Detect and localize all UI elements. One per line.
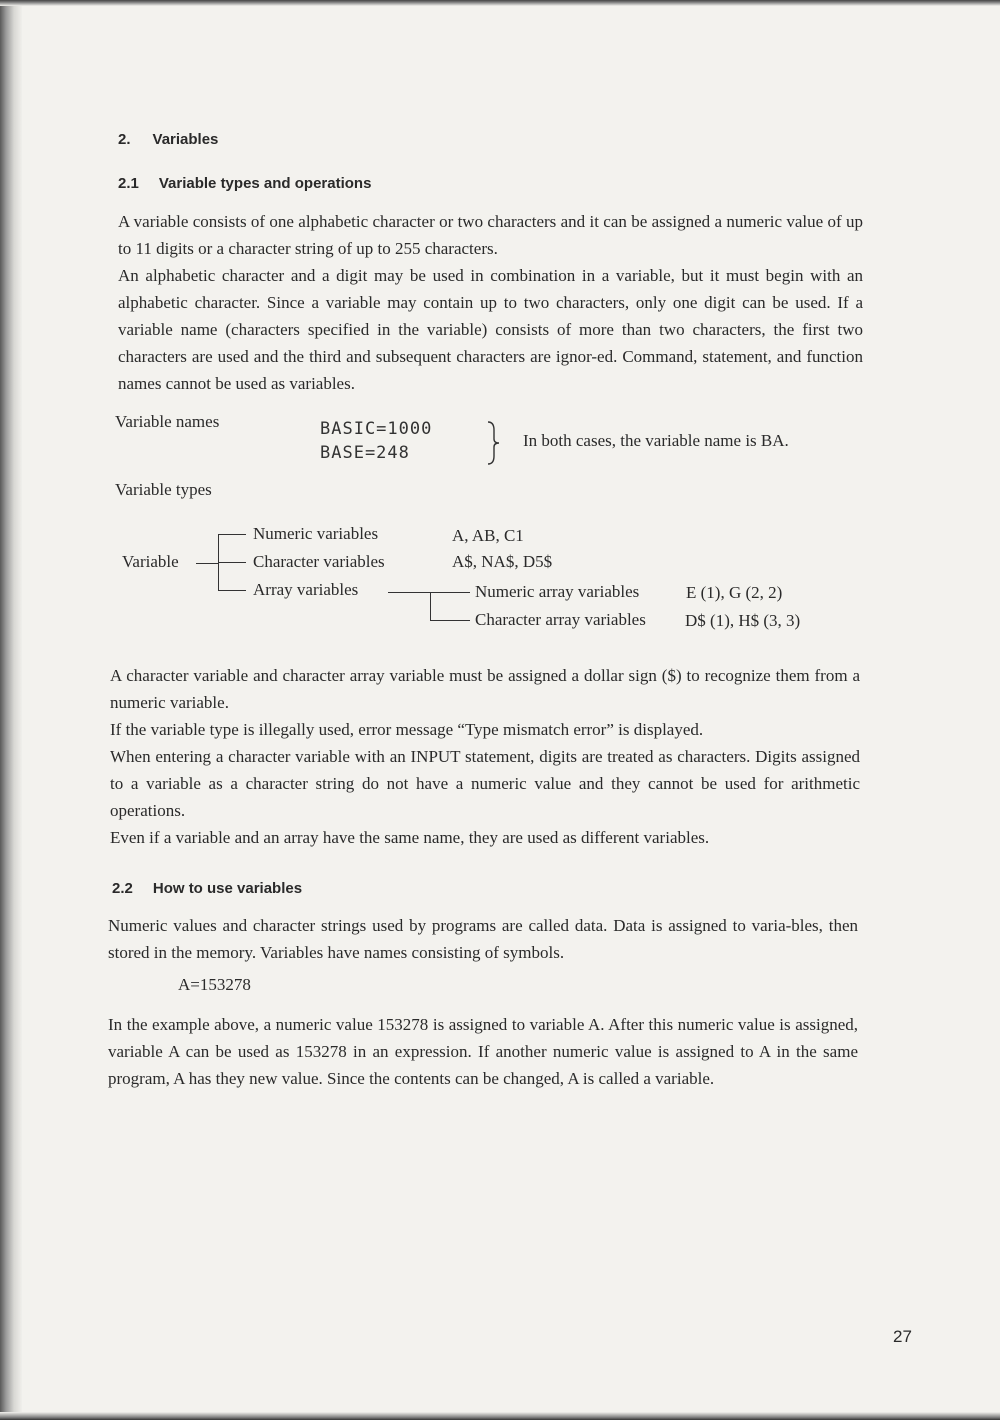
assignment-example: A=153278 (178, 975, 251, 994)
section-title: Variables (152, 131, 219, 148)
paragraph: An alphabetic character and a digit may be used in combination in a variable, but it must begin with an alphabetic character. Since a variable may contain up to two characters, only one digit can be used. If a variable name (characters specified in the variable) consists of more than two characters, the first two characters are used and the third and subsequent characters are ignor-ed. Command, statement, and function names cannot be used as variables. (118, 266, 863, 393)
tree-connector (430, 592, 431, 620)
type-character-array-examples: D$ (1), H$ (3, 3) (685, 611, 801, 630)
code-example: BASE=248 (320, 443, 410, 463)
tree-connector (218, 562, 246, 563)
variable-names-note: In both cases, the variable name is BA. (523, 431, 789, 450)
subsection-title: How to use variables (152, 880, 303, 897)
brace-icon (484, 420, 504, 466)
subsection-heading-1 (118, 175, 371, 192)
code-example: BASIC=1000 (320, 419, 433, 439)
type-character-examples: A$, NA$, D5$ (452, 552, 553, 571)
paragraph: In the example above, a numeric value 153278 is assigned to variable A. After this numeric value is assigned, variable A can be used as 153278 in an expression. If another numeric value is assigned to A in the same program, A has they new value. Since the contents can be changed, A is called a variable. (108, 1015, 858, 1088)
paragraph: If the variable type is illegally used, error message “Type mismatch error” is displayed. (110, 720, 704, 739)
binding-shadow-left (0, 0, 22, 1420)
paragraph: When entering a character variable with an INPUT statement, digits are treated as characters. Digits assigned to a variable as a character string do not have a numeric value and they cannot be used for arithmetic operations. (110, 747, 860, 820)
section-heading (118, 131, 218, 148)
type-numeric-array-examples: E (1), G (2, 2) (686, 583, 783, 602)
tree-connector (388, 592, 430, 593)
subsection-number: 2.2 (112, 880, 133, 897)
paragraph: Numeric values and character strings used by programs are called data. Data is assigned to varia-bles, then stored in the memory. Variables have names consisting of symbols. (108, 916, 858, 962)
page-number: 27 (893, 1327, 912, 1346)
tree-connector (218, 534, 246, 535)
paragraph: A variable consists of one alphabetic character or two characters and it can be assigned a numeric value of up to 11 digits or a character string of up to 255 characters. (118, 212, 863, 258)
type-numeric-examples: A, AB, C1 (452, 526, 524, 545)
type-array-label: Array variables (253, 580, 359, 599)
type-numeric-label: Numeric variables (253, 524, 379, 543)
section-number: 2. (118, 131, 131, 148)
variable-names-label: Variable names (115, 412, 220, 431)
tree-root: Variable (122, 552, 179, 571)
tree-connector (430, 592, 470, 593)
paragraph: Even if a variable and an array have the same name, they are used as different variables. (110, 828, 710, 847)
notes-paragraphs (110, 662, 860, 851)
tree-connector (218, 590, 246, 591)
subsection-title: Variable types and operations (158, 175, 372, 192)
subsection-heading-2 (112, 880, 302, 897)
intro-paragraphs (118, 208, 863, 397)
binding-shadow-bottom (0, 1412, 1000, 1420)
variable-types-label: Variable types (115, 480, 212, 499)
paragraph: A character variable and character array variable must be assigned a dollar sign ($) to recognize them from a numeric variable. (110, 666, 860, 712)
type-character-array-label: Character array variables (475, 610, 646, 629)
type-character-label: Character variables (253, 552, 385, 571)
binding-shadow-top (0, 0, 1000, 6)
tree-connector (196, 563, 218, 564)
tree-connector (430, 620, 470, 621)
type-numeric-array-label: Numeric array variables (475, 582, 640, 601)
subsection-number: 2.1 (118, 175, 139, 192)
